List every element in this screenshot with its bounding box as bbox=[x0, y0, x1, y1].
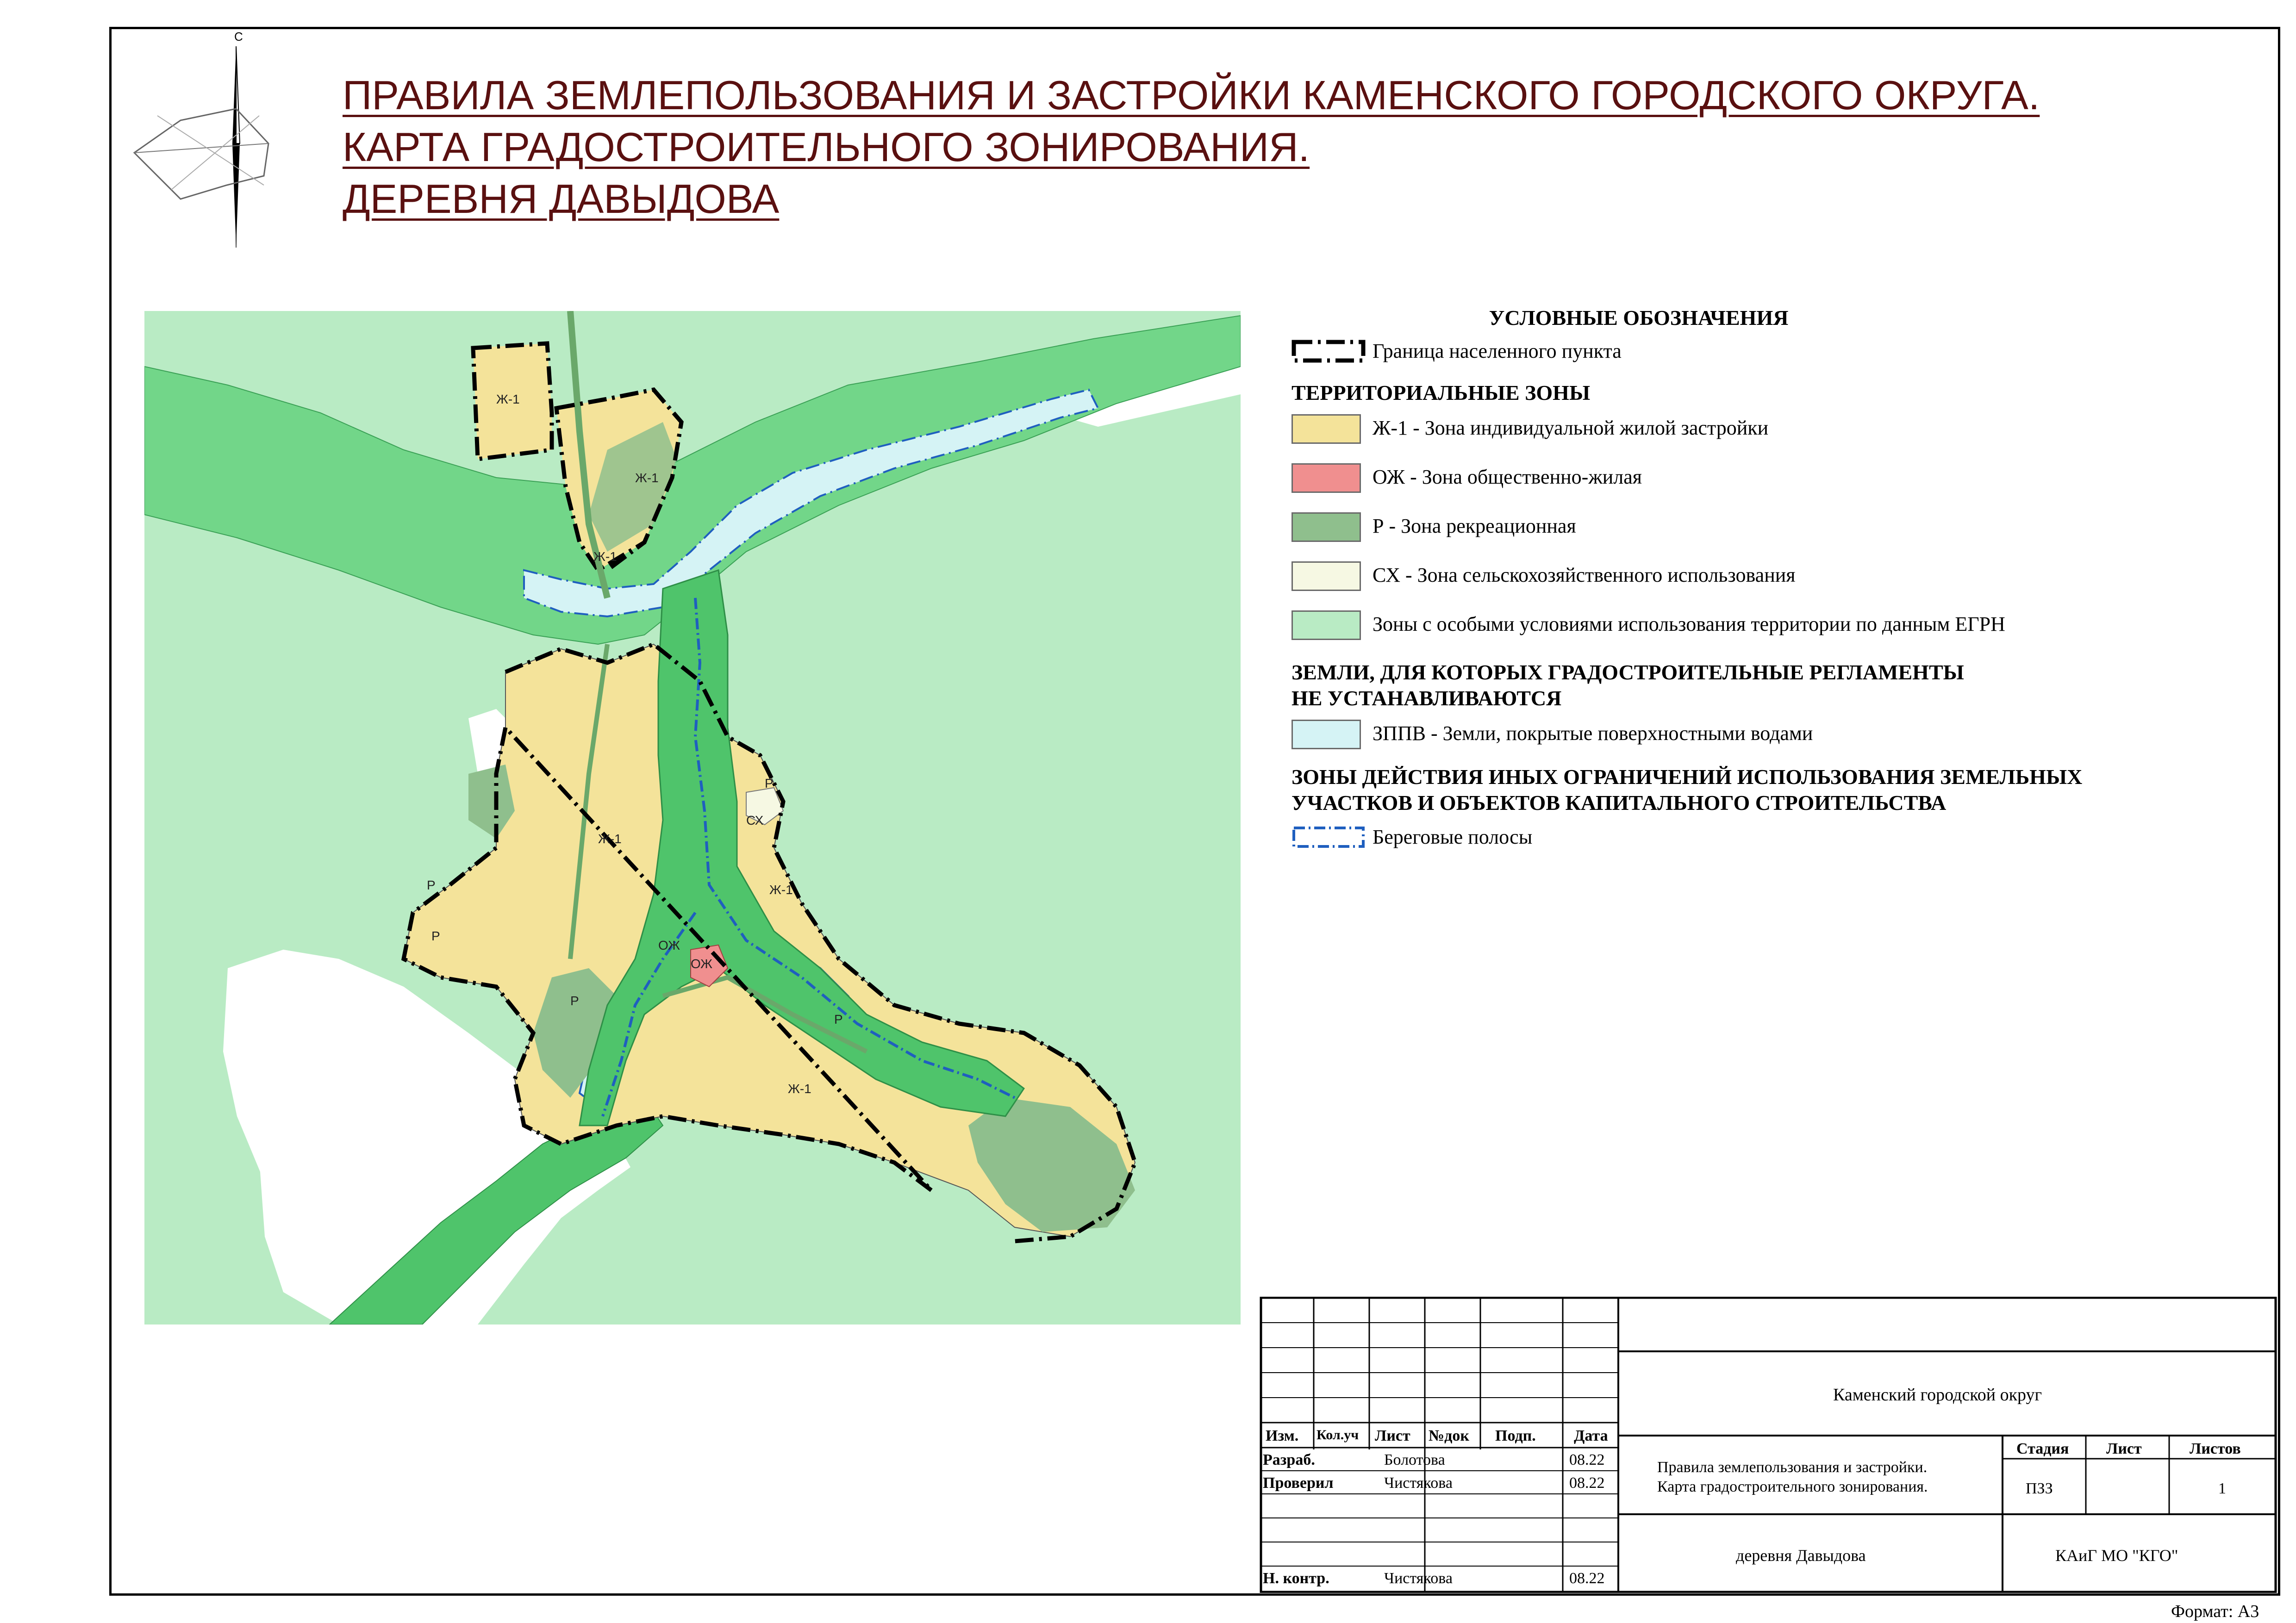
compass-rose-icon bbox=[125, 28, 287, 250]
stamp-col-date: Дата bbox=[1574, 1427, 1608, 1444]
stamp-date-developer: 08.22 bbox=[1569, 1451, 1605, 1468]
label-zh1-east: Ж-1 bbox=[769, 883, 793, 897]
boundary-line-icon bbox=[1292, 338, 1366, 368]
legend-title: УСЛОВНЫЕ ОБОЗНАЧЕНИЯ bbox=[1489, 306, 1789, 330]
legend-swatch-egrn bbox=[1292, 610, 1361, 640]
legend-heading-no-regulations bbox=[1292, 659, 2171, 711]
stamp-sheets-value: 1 bbox=[2218, 1480, 2226, 1497]
stamp-sheets-header: Листов bbox=[2190, 1440, 2241, 1457]
legend-swatch-zh1 bbox=[1292, 414, 1361, 444]
legend-heading-restrictions-1: ЗОНЫ ДЕЙСТВИЯ ИНЫХ ОГРАНИЧЕНИЙ ИСПОЛЬЗОВАНИЯ ЗЕМЕЛЬНЫХ bbox=[1292, 765, 2083, 789]
stamp-document-line-1: Правила землепользования и застройки. bbox=[1657, 1459, 1928, 1476]
label-zh1-west: Ж-1 bbox=[598, 832, 622, 846]
legend-item-zone-cx bbox=[1292, 561, 2180, 596]
label-oz-2: ОЖ bbox=[691, 957, 713, 971]
label-zh1-top: Ж-1 bbox=[496, 392, 520, 406]
stamp-name-checker: Чистякова bbox=[1384, 1474, 1453, 1492]
legend-heading-no-regulations-1: ЗЕМЛИ, ДЛЯ КОТОРЫХ ГРАДОСТРОИТЕЛЬНЫЕ РЕГЛАМЕНТЫ bbox=[1292, 660, 1964, 684]
legend-boundary-label: Граница населенного пункта bbox=[1373, 340, 1622, 362]
title-line-2: КАРТА ГРАДОСТРОИТЕЛЬНОГО ЗОНИРОВАНИЯ. bbox=[343, 124, 1310, 170]
label-r-1: Р bbox=[427, 878, 436, 892]
stamp-date-checker: 08.22 bbox=[1569, 1474, 1605, 1492]
stamp-role-developer: Разраб. bbox=[1263, 1451, 1315, 1468]
compass-north-label: С bbox=[234, 30, 243, 44]
label-r-3: Р bbox=[765, 776, 774, 790]
legend-shore-label: Береговые полосы bbox=[1373, 826, 1533, 848]
stamp-col-sign: Подп. bbox=[1495, 1427, 1536, 1444]
legend-swatch-cx bbox=[1292, 561, 1361, 591]
title-line-1: ПРАВИЛА ЗЕМЛЕПОЛЬЗОВАНИЯ И ЗАСТРОЙКИ КАМЕНСКОГО ГОРОДСКОГО ОКРУГА. bbox=[343, 72, 2040, 118]
label-cx: СХ bbox=[746, 813, 764, 827]
zoning-map bbox=[144, 311, 1241, 1325]
stamp-sheet-header: Лист bbox=[2106, 1440, 2142, 1457]
legend-label-zh1: Ж-1 - Зона индивидуальной жилой застройки bbox=[1373, 417, 1769, 439]
label-r-5: Р bbox=[834, 1012, 843, 1026]
stamp-author-org: КАиГ МО "КГО" bbox=[2055, 1546, 2178, 1565]
map-legend bbox=[1292, 305, 2180, 866]
stamp-name-developer: Болотова bbox=[1384, 1451, 1445, 1468]
title-block bbox=[1259, 1297, 2277, 1593]
stamp-col-doc: №док bbox=[1429, 1427, 1469, 1444]
format-label: Формат: А3 bbox=[2171, 1602, 2259, 1621]
stamp-date-norm-control: 08.22 bbox=[1569, 1570, 1605, 1587]
stamp-role-norm-control: Н. контр. bbox=[1263, 1570, 1329, 1587]
legend-item-zone-r bbox=[1292, 512, 2180, 547]
map-title bbox=[343, 69, 2040, 225]
legend-swatch-oz bbox=[1292, 463, 1361, 493]
stamp-col-izm: Изм. bbox=[1266, 1427, 1299, 1444]
legend-item-water bbox=[1292, 720, 2180, 754]
legend-label-r: Р - Зона рекреационная bbox=[1373, 515, 1576, 537]
label-zh1-south: Ж-1 bbox=[788, 1082, 811, 1096]
stamp-stage-value: ПЗЗ bbox=[2026, 1480, 2053, 1497]
label-oz-1: ОЖ bbox=[658, 938, 680, 952]
label-r-4: Р bbox=[570, 994, 579, 1008]
stamp-stage-header: Стадия bbox=[2016, 1440, 2069, 1457]
shore-line-icon bbox=[1292, 824, 1366, 854]
stamp-settlement: деревня Давыдова bbox=[1736, 1546, 1866, 1565]
legend-swatch-water bbox=[1292, 720, 1361, 749]
legend-label-water: ЗППВ - Земли, покрытые поверхностными водами bbox=[1373, 722, 1813, 745]
stamp-organization: Каменский городской округ bbox=[1833, 1385, 2042, 1405]
legend-item-zone-egrn bbox=[1292, 610, 2180, 645]
legend-label-egrn: Зоны с особыми условиями использования территории по данным ЕГРН bbox=[1373, 613, 2005, 635]
legend-heading-no-regulations-2: НЕ УСТАНАВЛИВАЮТСЯ bbox=[1292, 686, 1562, 710]
legend-item-zone-zh1 bbox=[1292, 414, 2180, 448]
stamp-role-checker: Проверил bbox=[1263, 1474, 1334, 1492]
label-zh1-small: Ж-1 bbox=[593, 549, 617, 564]
legend-heading-restrictions-2: УЧАСТКОВ И ОБЪЕКТОВ КАПИТАЛЬНОГО СТРОИТЕЛЬСТВА bbox=[1292, 791, 1947, 815]
title-line-3: ДЕРЕВНЯ ДАВЫДОВА bbox=[343, 176, 780, 222]
legend-item-shore bbox=[1292, 824, 2180, 854]
stamp-document-line-2: Карта градостроительного зонирования. bbox=[1657, 1478, 1928, 1495]
label-r-2: Р bbox=[431, 929, 440, 943]
legend-heading-territorial-zones: ТЕРРИТОРИАЛЬНЫЕ ЗОНЫ bbox=[1292, 381, 1591, 404]
legend-heading-restrictions bbox=[1292, 764, 2171, 816]
stamp-col-kol: Кол.уч bbox=[1316, 1427, 1359, 1443]
legend-label-oz: ОЖ - Зона общественно-жилая bbox=[1373, 466, 1642, 488]
legend-item-boundary bbox=[1292, 338, 2180, 368]
label-zh1-north: Ж-1 bbox=[635, 471, 659, 485]
stamp-col-list: Лист bbox=[1375, 1427, 1410, 1444]
stamp-name-norm-control: Чистякова bbox=[1384, 1570, 1453, 1587]
legend-item-zone-oz bbox=[1292, 463, 2180, 497]
legend-swatch-r bbox=[1292, 512, 1361, 542]
legend-label-cx: СХ - Зона сельскохозяйственного использования bbox=[1373, 564, 1796, 586]
